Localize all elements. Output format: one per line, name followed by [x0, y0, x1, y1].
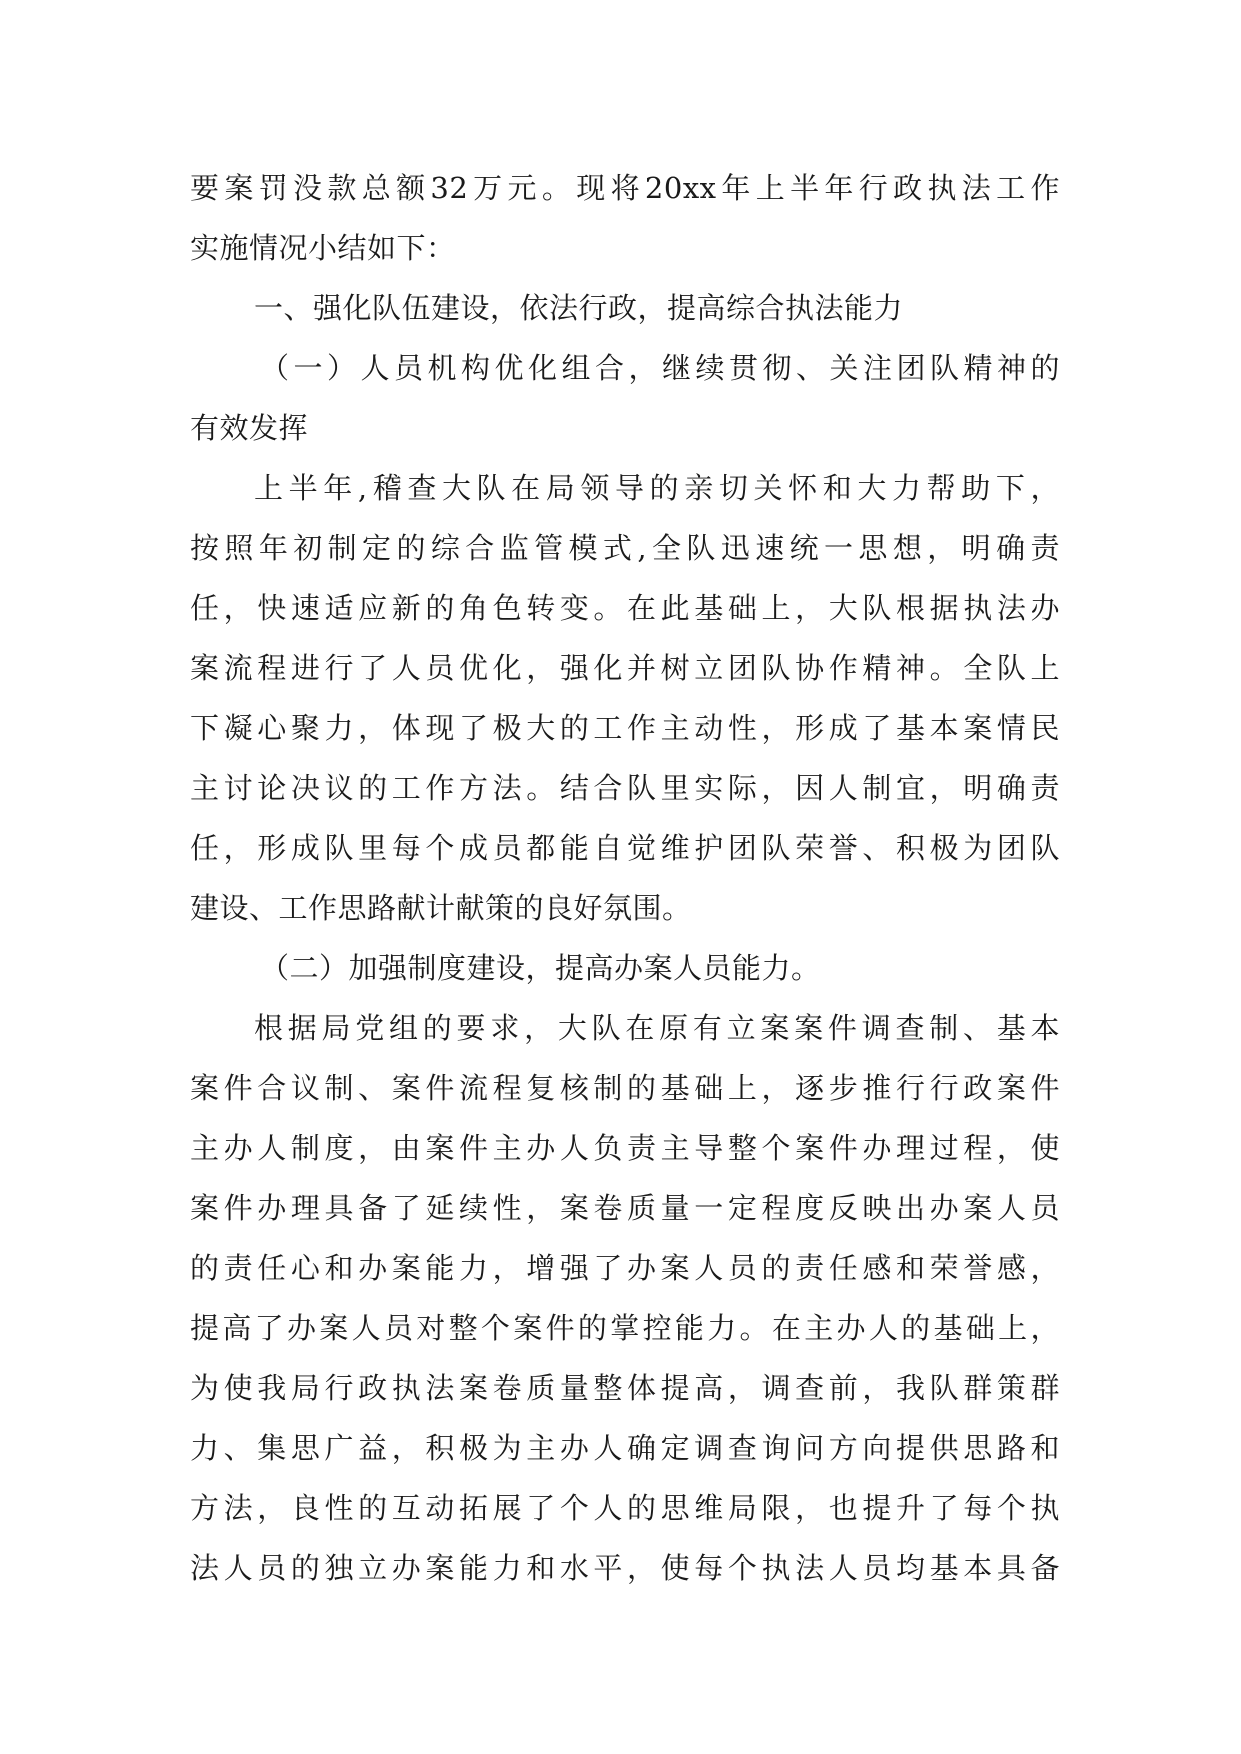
paragraph-line: 案件合议制、案件流程复核制的基础上，逐步推行行政案件 — [190, 1071, 1060, 1105]
paragraph-line: 力、集思广益，积极为主办人确定调查询问方向提供思路和 — [190, 1431, 1060, 1465]
paragraph-line: 主讨论决议的工作方法。结合队里实际，因人制宜，明确责 — [190, 771, 1060, 805]
paragraph-line: 案流程进行了人员优化，强化并树立团队协作精神。全队上 — [190, 651, 1060, 685]
paragraph-line: 为使我局行政执法案卷质量整体提高，调查前，我队群策群 — [190, 1371, 1060, 1405]
paragraph-line: 的责任心和办案能力，增强了办案人员的责任感和荣誉感， — [190, 1251, 1060, 1285]
text-line: 要案罚没款总额32万元。现将20xx年上半年行政执法工作 — [190, 171, 1060, 205]
paragraph-line: 主办人制度，由案件主办人负责主导整个案件办理过程，使 — [190, 1131, 1060, 1165]
section-heading: 一、强化队伍建设，依法行政，提高综合执法能力 — [254, 291, 904, 325]
paragraph-line: 上半年,稽查大队在局领导的亲切关怀和大力帮助下， — [254, 471, 1060, 505]
paragraph-line: 按照年初制定的综合监管模式,全队迅速统一思想，明确责 — [190, 531, 1060, 565]
document-body — [190, 158, 1060, 1598]
paragraph-line: 案件办理具备了延续性，案卷质量一定程度反映出办案人员 — [190, 1191, 1060, 1225]
text-line: 实施情况小结如下： — [190, 231, 456, 265]
paragraph-line: 任，形成队里每个成员都能自觉维护团队荣誉、积极为团队 — [190, 831, 1060, 865]
paragraph-line: 下凝心聚力，体现了极大的工作主动性，形成了基本案情民 — [190, 711, 1060, 745]
paragraph-line: 法人员的独立办案能力和水平，使每个执法人员均基本具备 — [190, 1551, 1060, 1585]
paragraph-line: 提高了办案人员对整个案件的掌控能力。在主办人的基础上， — [190, 1311, 1060, 1345]
paragraph-line: 根据局党组的要求，大队在原有立案案件调查制、基本 — [254, 1011, 1060, 1045]
paragraph-line: 建设、工作思路献计献策的良好氛围。 — [190, 891, 692, 925]
subsection-heading: （一）人员机构优化组合，继续贯彻、关注团队精神的 — [260, 351, 1060, 385]
paragraph-line: 任，快速适应新的角色转变。在此基础上，大队根据执法办 — [190, 591, 1060, 625]
subsection-heading-continued: 有效发挥 — [190, 411, 309, 445]
subsection-heading: （二）加强制度建设，提高办案人员能力。 — [260, 951, 821, 985]
paragraph-line: 方法，良性的互动拓展了个人的思维局限，也提升了每个执 — [190, 1491, 1060, 1525]
